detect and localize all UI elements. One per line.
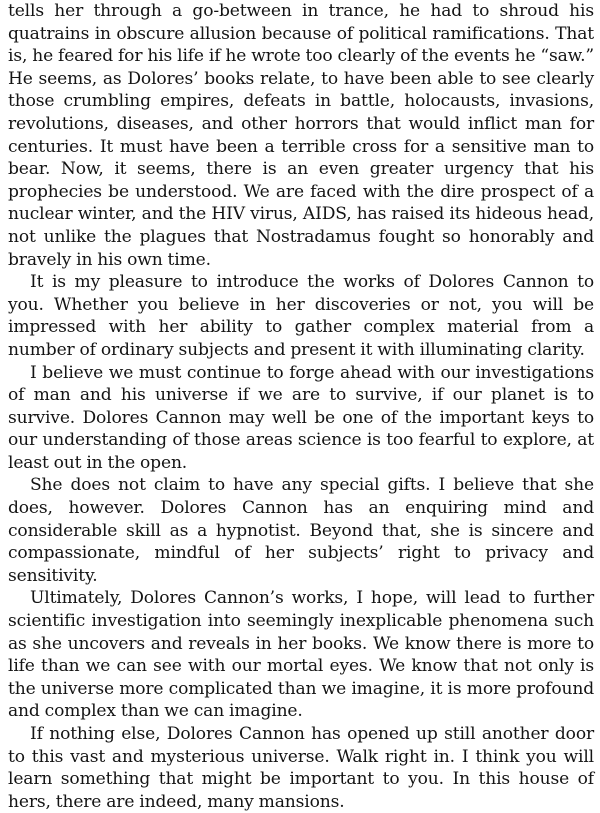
- paragraph-investigations: I believe we must continue to forge ahead with our investigations of man and his universe if we are to survive, if our planet is to survive. Dolores Cannon may well be one of the important keys to our understanding of those areas science is too fearful to explore, at least out in the open.: [8, 362, 594, 473]
- document-page: [8, 0, 594, 813]
- paragraph-closing: If nothing else, Dolores Cannon has opened up still another door to this vast and mysterious universe. Walk right in. I think you will learn something that might be important to you. In this house of hers, there are indeed, many mansions.: [8, 724, 594, 812]
- paragraph-special-gifts: She does not claim to have any special gifts. I believe that she does, however. Dolores Cannon has an enquiring mind and considerable skill as a hypnotist. Beyond that, she is sincere and compassionate, mindful of her subjects’ right to privacy and sensitivity.: [8, 475, 594, 586]
- paragraph-introduction: It is my pleasure to introduce the works of Dolores Cannon to you. Whether you believe in her discoveries or not, you will be impressed with her ability to gather complex material from a number of ordinary subjects and present it with illuminating clarity.: [8, 272, 594, 360]
- paragraph-continued: tells her through a go-between in trance, he had to shroud his quatrains in obscure allusion because of political ramifications. That is, he feared for his life if he wrote too clearly of the events he “saw.” He seems, as Dolores’ books relate, to have been able to see clearly those crumbling empires, defeats in battle, holocausts, invasions, revolutions, diseases, and other horrors that would inflict man for centuries. It must have been a terrible cross for a sensitive man to bear. Now, it seems, there is an even greater urgency that his prophecies be understood. We are faced with the dire prospect of a nuclear winter, and the HIV virus, AIDS, has raised its hideous head, not unlike the plagues that Nostradamus fought so honorably and bravely in his own time.: [8, 1, 594, 270]
- paragraph-ultimately: Ultimately, Dolores Cannon’s works, I hope, will lead to further scientific investigation into seemingly inexplicable phenomena such as she uncovers and reveals in her books. We know there is more to life than we can see with our mortal eyes. We know that not only is the universe more complicated than we imagine, it is more profound and complex than we can imagine.: [8, 588, 594, 722]
